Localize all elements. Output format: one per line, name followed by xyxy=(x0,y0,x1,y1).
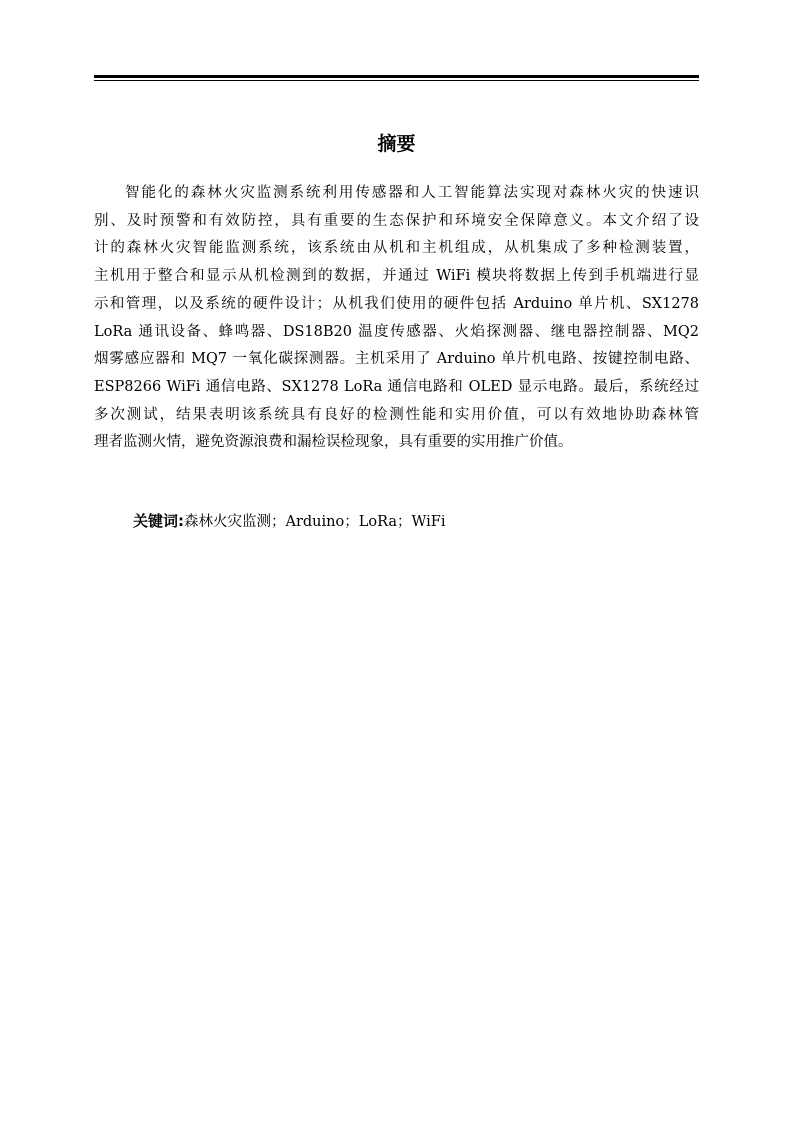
keywords-line xyxy=(133,509,445,534)
abstract-line: 别、及时预警和有效防控，具有重要的生态保护和环境安全保障意义。本文介绍了设 xyxy=(94,212,699,229)
abstract-line: 智能化的森林火灾监测系统利用传感器和人工智能算法实现对森林火灾的快速识 xyxy=(125,185,699,201)
abstract-line: 计的森林火灾智能监测系统，该系统由从机和主机组成，从机集成了多种检测装置， xyxy=(94,240,699,257)
abstract-paragraph xyxy=(94,180,699,457)
abstract-line: 多次测试，结果表明该系统具有良好的检测性能和实用价值，可以有效地协助森林管 xyxy=(94,406,699,423)
abstract-line: 主机用于整合和显示从机检测到的数据，并通过 WiFi 模块将数据上传到手机端进行显 xyxy=(94,268,699,285)
abstract-line: 理者监测火情，避免资源浪费和漏检误检现象，具有重要的实用推广价值。 xyxy=(94,434,573,451)
keywords-text: 森林火灾监测；Arduino；LoRa；WiFi xyxy=(184,514,446,530)
abstract-line: 烟雾感应器和 MQ7 一氧化碳探测器。主机采用了 Arduino 单片机电路、按键控制电路、 xyxy=(94,351,699,368)
keywords-label: 关键词: xyxy=(133,512,184,530)
header-rule-thin xyxy=(94,80,699,81)
page-title: 摘要 xyxy=(377,133,416,155)
abstract-line: LoRa 通讯设备、蜂鸣器、DS18B20 温度传感器、火焰探测器、继电器控制器、MQ2 xyxy=(94,323,699,340)
header-rule-thick xyxy=(94,75,699,78)
abstract-line: ESP8266 WiFi 通信电路、SX1278 LoRa 通信电路和 OLED 显示电路。最后，系统经过 xyxy=(94,378,699,395)
abstract-line: 示和管理，以及系统的硬件设计；从机我们使用的硬件包括 Arduino 单片机、SX1278 xyxy=(94,295,699,312)
